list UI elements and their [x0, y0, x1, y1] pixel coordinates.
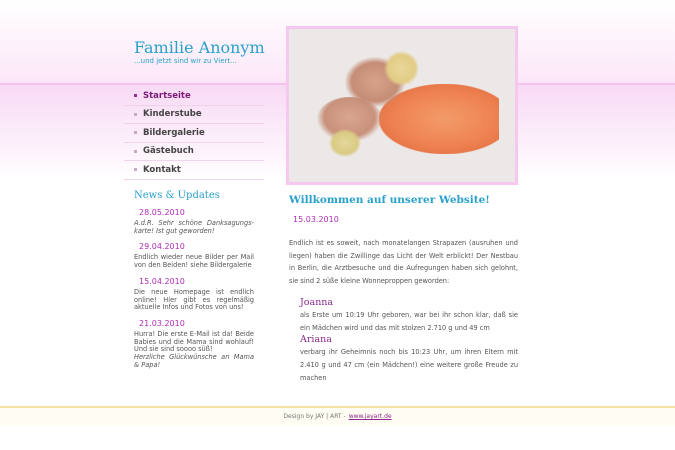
main-nav [124, 87, 264, 180]
post-date: 15.03.2010 [293, 215, 339, 224]
news-item [134, 276, 254, 312]
news-item [134, 207, 254, 235]
footer-text: Design by JAY | ART - [283, 413, 346, 420]
news-text: Die neue Homepage ist endlich online! Hier gibt es regelmäßig aktuelle Infos und Fotos von uns! [134, 287, 254, 312]
bullet-icon [134, 94, 137, 97]
news-list [134, 207, 254, 375]
baby-name: Ariana [300, 334, 332, 346]
news-item [134, 318, 254, 370]
main-content [289, 194, 518, 384]
news-text: Endlich wieder neue Bilder per Mail von den Beiden! siehe Bildergalerie [134, 253, 254, 270]
site-slogan: ...und jetzt sind wir zu Viert... [134, 57, 237, 65]
baby-text: verbarg ihr Geheimnis noch bis 10:23 Uhr, um ihren Eltern mit 2.410 g und 47 cm (ein Mädchen!) eine weitere große Freude zu machen [300, 348, 518, 382]
news-date: 29.04.2010 [139, 242, 185, 252]
nav-item-label: Kontakt [143, 164, 181, 175]
baby-text: als Erste um 10:19 Uhr geboren, war bei ihr schon klar, daß sie ein Mädchen wird und das mit stolzen 2.710 g und 49 cm [300, 310, 518, 332]
nav-item-kinderstube[interactable] [124, 106, 264, 125]
photo-toy [384, 51, 419, 86]
bullet-icon [134, 168, 137, 171]
bullet-icon [134, 150, 137, 153]
footer [0, 406, 675, 425]
nav-item-label: Startseite [143, 90, 191, 101]
news-date: 15.04.2010 [139, 276, 185, 286]
bullet-icon [134, 131, 137, 134]
footer-link[interactable]: www.jayart.de [348, 413, 392, 420]
news-title: News & Updates [134, 190, 220, 201]
nav-item-bildergalerie[interactable] [124, 124, 264, 143]
twins-photo [286, 26, 518, 185]
news-text: A.d.R. Sehr schöne Danksagungs-karte! Ist gut geworden! [134, 219, 254, 235]
babies-list [300, 297, 518, 385]
news-text-extra: Herzliche Glückwünsche an Mama & Papa! [134, 353, 254, 369]
news-date: 28.05.2010 [139, 208, 185, 217]
news-date: 21.03.2010 [139, 318, 185, 328]
site-title[interactable]: Familie Anonym [134, 38, 265, 57]
baby-name: Joanna [300, 296, 334, 308]
bullet-icon [134, 113, 137, 116]
news-item [134, 241, 254, 269]
nav-item-label: Bildergalerie [143, 127, 205, 138]
nav-item-gaestebuch[interactable] [124, 143, 264, 162]
photo-toy [329, 129, 361, 157]
nav-item-label: Kinderstube [143, 109, 202, 120]
news-text: Hurra! Die erste E-Mail ist da! Beide Babies und die Mama sind wohlauf! Und sie sind soooo süß! [134, 329, 254, 354]
intro-text: Endlich ist es soweit, nach monatelangen Strapazen (ausruhen und liegen) haben die Zwillinge das Licht der Welt erblickt! Der Nestbau in Berlin, die Arztbesuche und die Aufregungen haben sich gelohnt, sie sind 2 süße kleine Wonneproppen geworden: [289, 239, 518, 286]
nav-item-kontakt[interactable] [124, 161, 264, 180]
welcome-heading: Willkommen auf unserer Website! [289, 194, 490, 206]
nav-item-label: Gästebuch [143, 146, 194, 157]
nav-item-startseite[interactable] [124, 87, 264, 106]
